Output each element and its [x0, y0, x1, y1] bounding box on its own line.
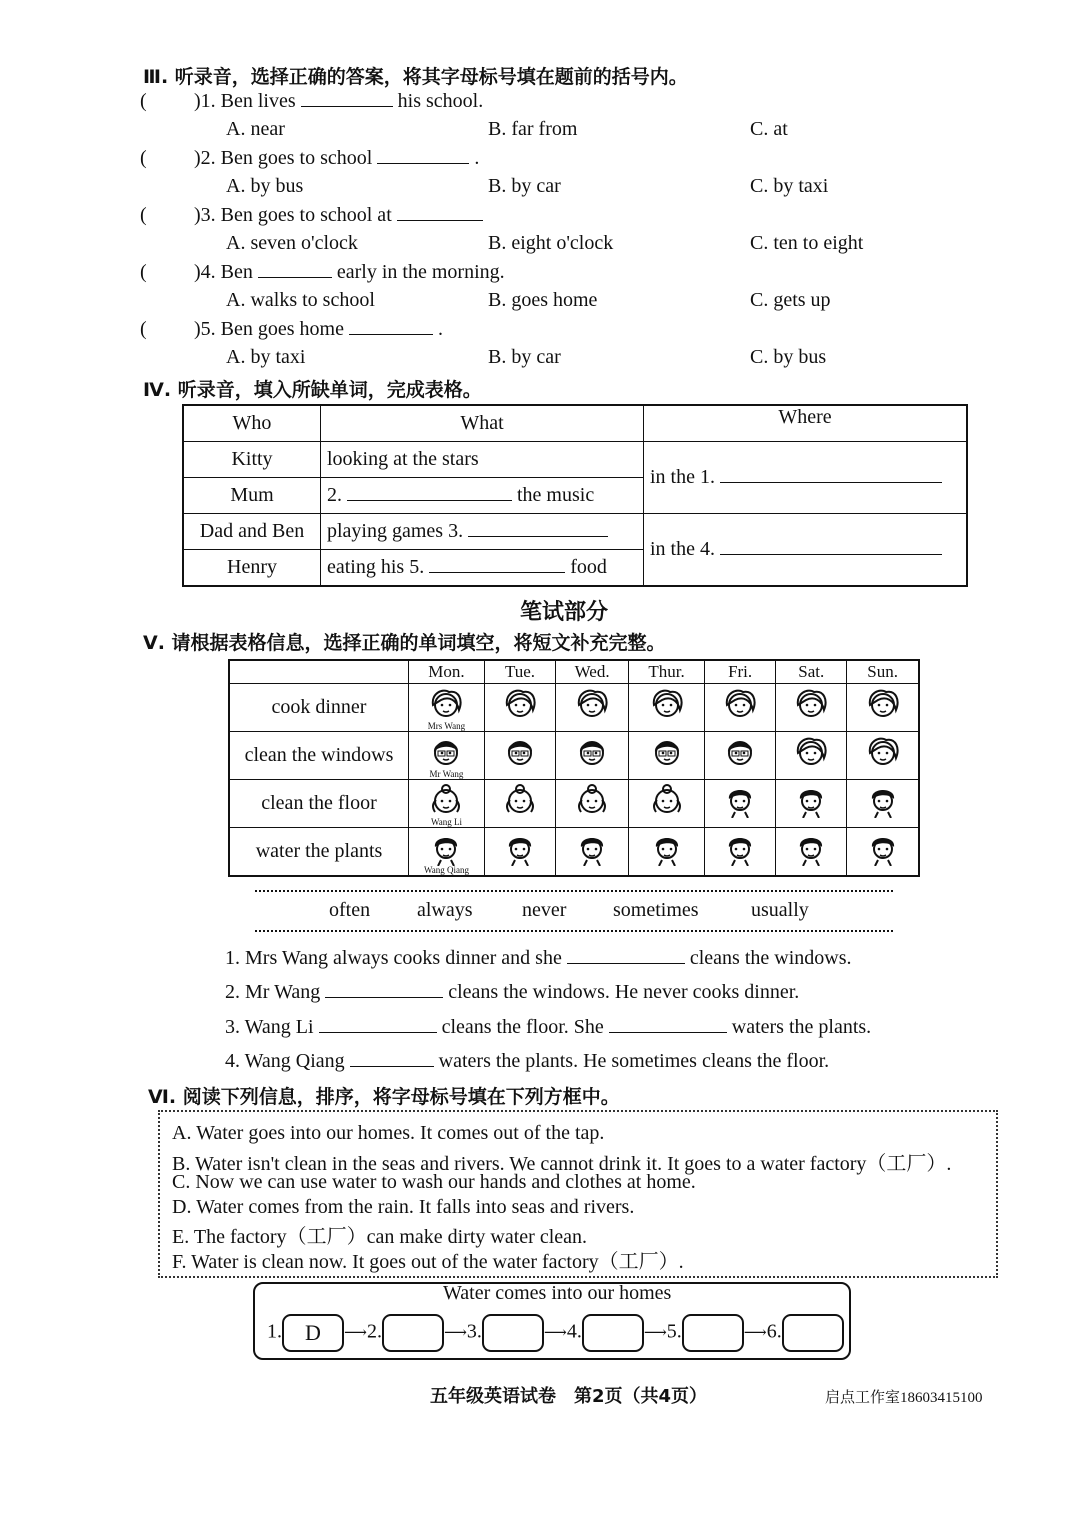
chore-row	[229, 732, 919, 780]
face-cell	[705, 828, 776, 877]
face-cell	[705, 684, 776, 732]
section-6-heading: Ⅵ. 阅读下列信息，排序，将字母标号填在下列方框中。	[148, 1086, 620, 1108]
arrow-icon: ⟶	[543, 1324, 567, 1342]
word-option: always	[417, 899, 473, 921]
where-cell-4[interactable]: in the 4.	[644, 514, 968, 587]
what-cell: looking at the stars	[321, 442, 644, 478]
face-cell	[556, 732, 629, 780]
mr-face-icon	[503, 753, 537, 775]
chore-row	[229, 780, 919, 828]
day-header: Fri.	[705, 660, 776, 684]
boy-face-icon	[723, 849, 757, 871]
word-option: never	[522, 899, 567, 921]
studio-watermark: 启点工作室18603415100	[825, 1390, 983, 1406]
day-header: Wed.	[556, 660, 629, 684]
option: C. gets up	[750, 289, 831, 311]
reading-item: B. Water isn't clean in the seas and rivers. We cannot drink it. It goes to a water factory（工厂）.	[172, 1152, 952, 1175]
mrs-face-icon	[503, 705, 537, 727]
face-cell	[776, 828, 847, 877]
where-cell-1[interactable]: in the 1.	[644, 442, 968, 514]
mr-face-icon	[650, 753, 684, 775]
word-option: sometimes	[613, 899, 699, 921]
order-answer-box[interactable]	[382, 1314, 444, 1352]
chore-label: water the plants	[229, 828, 409, 877]
chore-label: cook dinner	[229, 684, 409, 732]
face-cell	[484, 732, 555, 780]
face-cell	[556, 684, 629, 732]
reading-items-box	[158, 1110, 998, 1278]
step-label: 4.	[566, 1320, 582, 1343]
option: A. near	[226, 118, 285, 140]
face-cell	[409, 684, 485, 732]
mrs-face-icon	[866, 705, 900, 727]
mrs-face-icon	[794, 753, 828, 775]
page-footer: 五年级英语试卷 第2页（共4页）	[430, 1386, 708, 1407]
option: B. eight o'clock	[488, 232, 614, 254]
arrow-icon: ⟶	[643, 1324, 667, 1342]
option: B. far from	[488, 118, 578, 140]
answer-bracket[interactable]: (	[140, 261, 147, 283]
who-cell: Kitty	[183, 442, 321, 478]
face-cell	[629, 780, 705, 828]
option: A. by taxi	[226, 346, 306, 368]
face-cell	[484, 780, 555, 828]
mrs-face-icon	[650, 705, 684, 727]
word-option: usually	[751, 899, 809, 921]
answer-bracket[interactable]: (	[140, 318, 147, 340]
step-label: 3.	[466, 1320, 482, 1343]
question: )5. Ben goes home .	[194, 318, 443, 340]
option: A. walks to school	[226, 289, 375, 311]
who-cell: Mum	[183, 478, 321, 514]
face-cell	[484, 684, 555, 732]
order-answer-box[interactable]: D	[282, 1314, 344, 1352]
option: C. by taxi	[750, 175, 829, 197]
day-header: Tue.	[484, 660, 555, 684]
reading-item: A. Water goes into our homes. It comes out of the tap.	[172, 1122, 605, 1144]
chore-row	[229, 684, 919, 732]
person-name: Mr Wang	[429, 769, 464, 779]
option: A. by bus	[226, 175, 304, 197]
face-cell	[629, 684, 705, 732]
arrow-icon: ⟶	[743, 1324, 767, 1342]
person-name: Wang Li	[430, 817, 462, 827]
mrs-face-icon	[723, 705, 757, 727]
mrs-face-icon	[866, 753, 900, 775]
boy-face-icon	[866, 801, 900, 823]
day-header: Thur.	[629, 660, 705, 684]
reading-item: F. Water is clean now. It goes out of the water factory（工厂）.	[172, 1250, 684, 1273]
girl-face-icon	[503, 801, 537, 823]
what-cell[interactable]: playing games 3.	[321, 514, 644, 550]
listening-table	[182, 404, 968, 587]
option: B. by car	[488, 346, 561, 368]
person-name: Wang Qiang	[423, 865, 469, 875]
face-cell	[847, 780, 919, 828]
header-where: Where	[644, 405, 968, 442]
boy-face-icon	[503, 849, 537, 871]
boy-face-icon	[794, 849, 828, 871]
word-option: often	[329, 899, 371, 921]
face-cell	[556, 780, 629, 828]
chore-label: clean the windows	[229, 732, 409, 780]
option: C. by bus	[750, 346, 827, 368]
day-header: Sun.	[847, 660, 919, 684]
face-cell	[556, 828, 629, 877]
section-5-heading: Ⅴ. 请根据表格信息，选择正确的单词填空，将短文补充完整。	[143, 632, 666, 654]
step-label: 2.	[366, 1320, 382, 1343]
face-cell	[629, 732, 705, 780]
answer-bracket[interactable]: (	[140, 90, 147, 112]
arrow-icon: ⟶	[344, 1324, 367, 1342]
day-header: Sat.	[776, 660, 847, 684]
face-cell	[705, 732, 776, 780]
chore-row	[229, 828, 919, 877]
face-cell	[629, 828, 705, 877]
flow-title: Water comes into our homes	[443, 1282, 672, 1304]
answer-bracket[interactable]: (	[140, 147, 147, 169]
question: )2. Ben goes to school .	[194, 147, 480, 169]
question: )1. Ben lives his school.	[194, 90, 484, 112]
corner-cell	[229, 660, 409, 684]
face-cell	[847, 684, 919, 732]
reading-item: D. Water comes from the rain. It falls into seas and rivers.	[172, 1195, 635, 1218]
option: C. at	[750, 118, 788, 140]
option: B. goes home	[488, 289, 598, 311]
option: B. by car	[488, 175, 561, 197]
face-cell	[409, 780, 485, 828]
step-label: 5.	[666, 1320, 682, 1343]
order-answer-box[interactable]	[582, 1314, 644, 1352]
girl-face-icon	[575, 801, 609, 823]
mrs-face-icon	[794, 705, 828, 727]
chores-table	[228, 659, 920, 877]
mrs-face-icon	[575, 705, 609, 727]
sentence-1[interactable]: 1. Mrs Wang always cooks dinner and she cleans the windows.	[225, 947, 852, 969]
who-cell: Dad and Ben	[183, 514, 321, 550]
face-cell	[847, 828, 919, 877]
sentence-4[interactable]: 4. Wang Qiang waters the plants. He sometimes cleans the floor.	[225, 1050, 830, 1072]
reading-item: C. Now we can use water to wash our hands and clothes at home.	[172, 1171, 696, 1193]
chore-label: clean the floor	[229, 780, 409, 828]
boy-face-icon	[575, 849, 609, 871]
question: )3. Ben goes to school at	[194, 204, 483, 227]
reading-item: E. The factory（工厂）can make dirty water clean.	[172, 1226, 588, 1248]
arrow-icon: ⟶	[443, 1324, 467, 1342]
boy-face-icon	[650, 849, 684, 871]
face-cell	[776, 684, 847, 732]
face-cell	[409, 828, 485, 877]
face-cell	[776, 732, 847, 780]
option: C. ten to eight	[750, 232, 864, 254]
section-4-heading: Ⅳ. 听录音，填入所缺单词，完成表格。	[143, 379, 482, 401]
section-3-heading: Ⅲ. 听录音，选择正确的答案，将其字母标号填在题前的括号内。	[143, 66, 688, 88]
question: )4. Ben early in the morning.	[194, 261, 505, 283]
face-cell	[847, 732, 919, 780]
written-part-title: 笔试部分	[520, 600, 609, 625]
what-cell[interactable]: 2. the music	[321, 478, 644, 514]
mr-face-icon	[575, 753, 609, 775]
step-label: 6.	[766, 1320, 782, 1343]
face-cell	[484, 828, 555, 877]
face-cell	[705, 780, 776, 828]
who-cell: Henry	[183, 550, 321, 587]
girl-face-icon	[650, 801, 684, 823]
mr-face-icon	[723, 753, 757, 775]
answer-bracket[interactable]: (	[140, 204, 147, 226]
order-answer-box[interactable]	[782, 1314, 844, 1352]
order-flow	[253, 1282, 851, 1360]
day-header: Mon.	[409, 660, 485, 684]
boy-face-icon	[723, 801, 757, 823]
header-who: Who	[183, 405, 321, 442]
step-label: 1.	[267, 1320, 282, 1343]
sentence-3[interactable]: 3. Wang Li cleans the floor. She waters the plants.	[225, 1016, 872, 1038]
face-cell	[776, 780, 847, 828]
boy-face-icon	[866, 849, 900, 871]
option: A. seven o'clock	[226, 232, 358, 254]
face-cell	[409, 732, 485, 780]
person-name: Mrs Wang	[427, 721, 466, 731]
order-answer-box[interactable]	[482, 1314, 544, 1352]
boy-face-icon	[794, 801, 828, 823]
header-what: What	[321, 405, 644, 442]
sentence-2[interactable]: 2. Mr Wang cleans the windows. He never cooks dinner.	[225, 981, 800, 1003]
word-bank	[255, 890, 893, 932]
order-answer-box[interactable]	[682, 1314, 744, 1352]
what-cell[interactable]: eating his 5. food	[321, 550, 644, 587]
